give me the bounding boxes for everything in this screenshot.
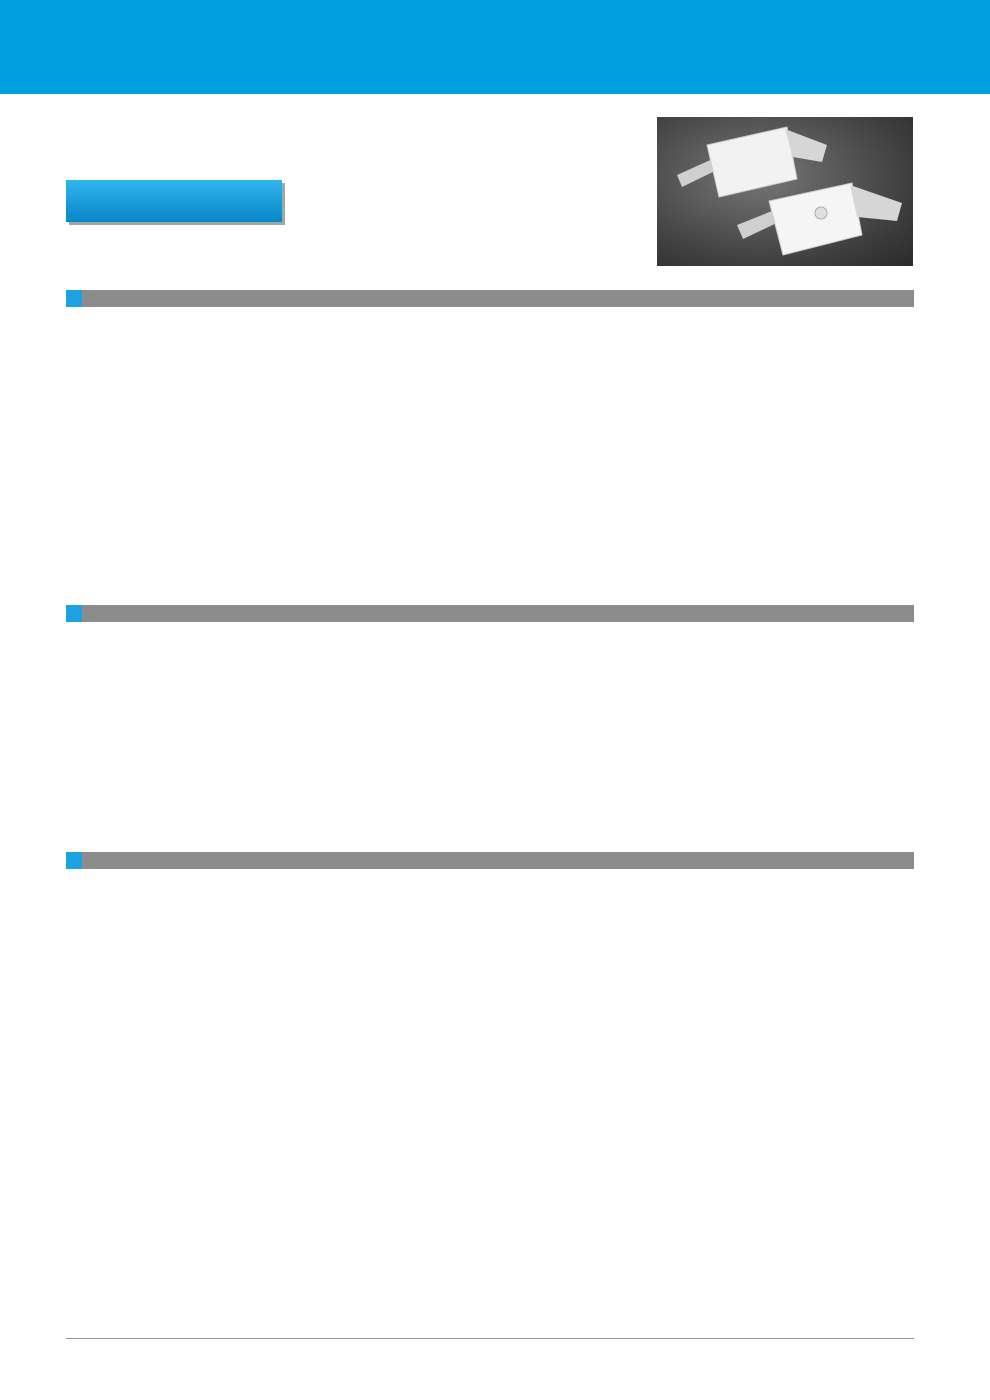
melt-chart-96 bbox=[472, 880, 882, 1335]
product-photo-illustration bbox=[657, 117, 913, 266]
section-bar-dims bbox=[66, 605, 914, 622]
section-label-melt bbox=[66, 852, 82, 869]
dimension-drawing-96 bbox=[490, 630, 910, 840]
section-bar-spec bbox=[66, 290, 914, 307]
category-badge bbox=[66, 180, 282, 222]
dimension-drawing-48 bbox=[66, 630, 486, 840]
footer-divider bbox=[66, 1338, 914, 1339]
section-bar-melt bbox=[66, 852, 914, 869]
page-header bbox=[0, 0, 990, 94]
melt-chart-48 bbox=[60, 880, 470, 1335]
section-label-spec bbox=[66, 290, 82, 307]
section-label-dims bbox=[66, 605, 82, 622]
product-photo bbox=[657, 117, 913, 266]
